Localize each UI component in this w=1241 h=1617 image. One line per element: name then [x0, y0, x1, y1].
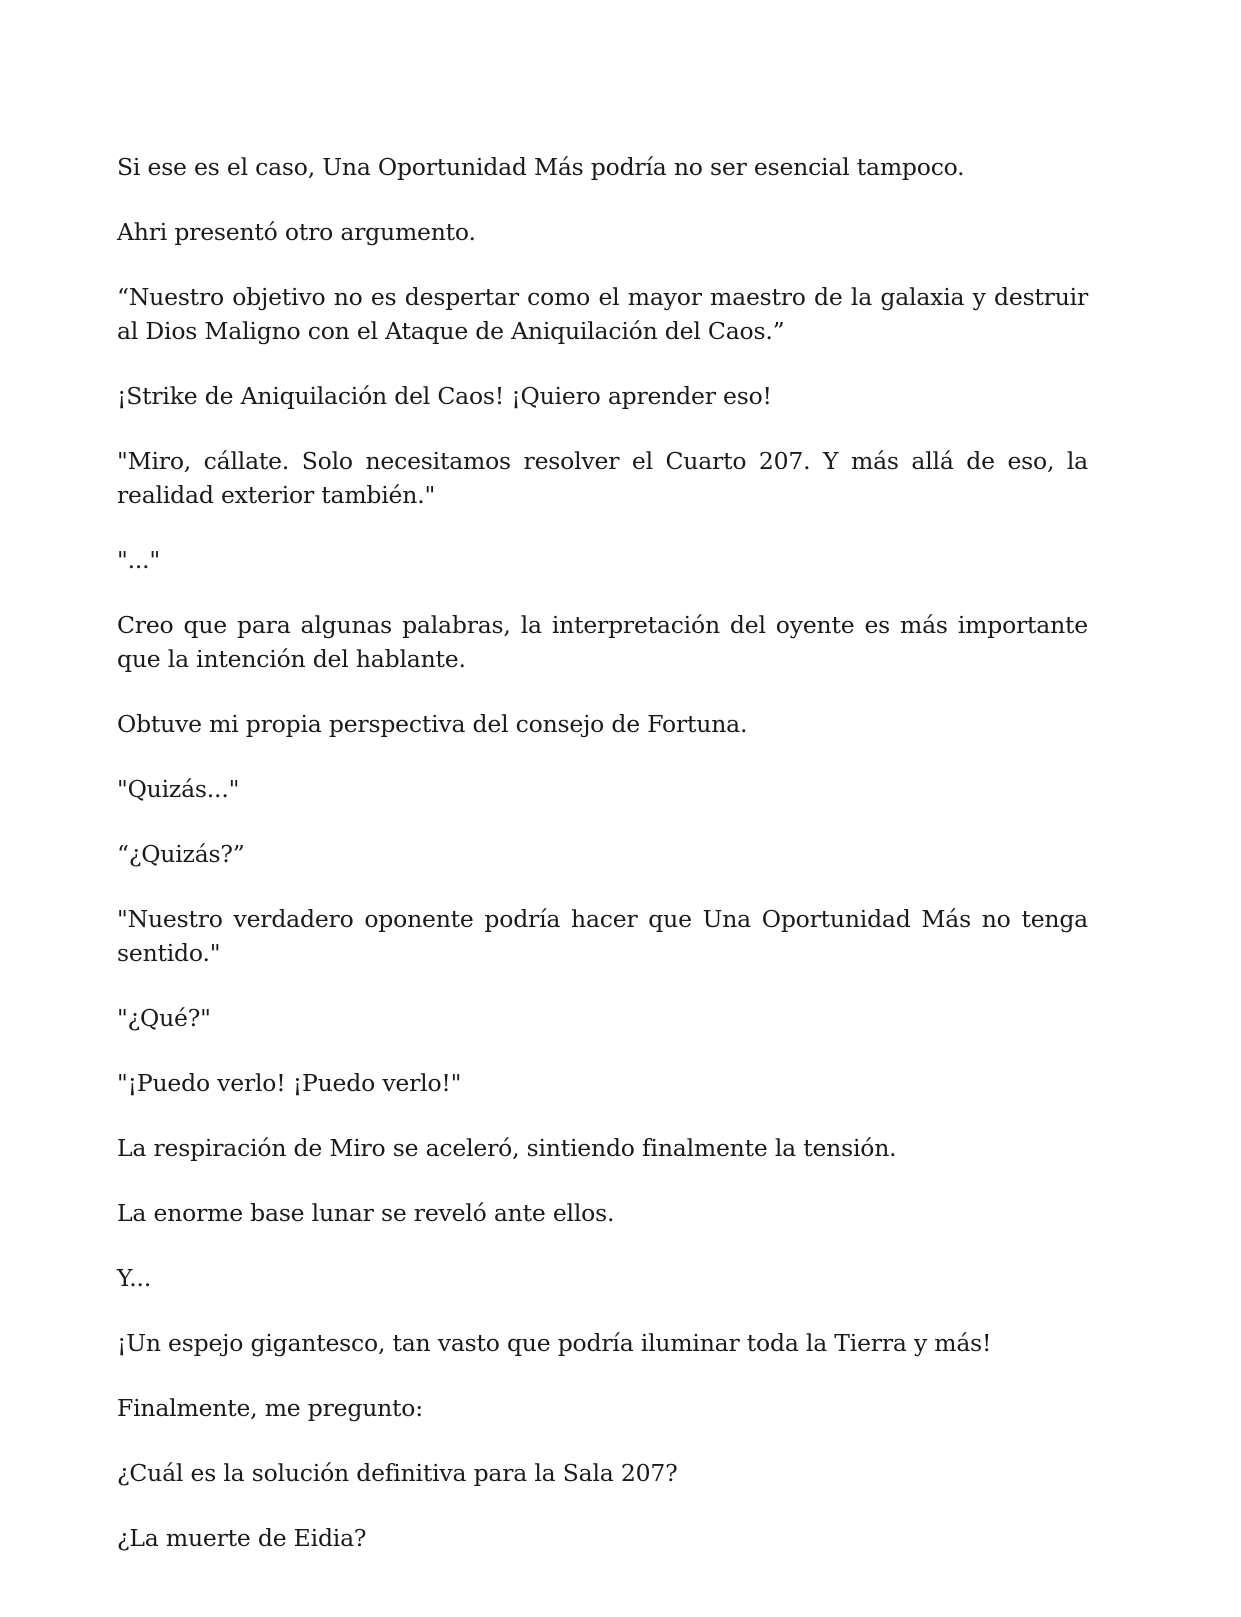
document-body — [117, 150, 1088, 1586]
paragraph: "¡Puedo verlo! ¡Puedo verlo!" — [117, 1069, 462, 1097]
paragraph: Si ese es el caso, Una Oportunidad Más podría no ser esencial tampoco. — [117, 153, 965, 181]
paragraph: "Miro, cállate. Solo necesitamos resolver el Cuarto 207. Y más allá de eso, la realidad exterior también." — [117, 447, 1088, 509]
paragraph: La enorme base lunar se reveló ante ellos. — [117, 1199, 615, 1227]
paragraph: “Nuestro objetivo no es despertar como el mayor maestro de la galaxia y destruir al Dios Maligno con el Ataque de Aniquilación del Caos.” — [117, 283, 1088, 345]
paragraph: ¿La muerte de Eidia? — [117, 1524, 367, 1552]
paragraph: “¿Quizás?” — [117, 840, 245, 868]
paragraph: "¿Qué?" — [117, 1004, 211, 1032]
paragraph: Ahri presentó otro argumento. — [117, 218, 476, 246]
paragraph: "Quizás..." — [117, 775, 240, 803]
paragraph: Obtuve mi propia perspectiva del consejo de Fortuna. — [117, 710, 748, 738]
paragraph: "Nuestro verdadero oponente podría hacer que Una Oportunidad Más no tenga sentido." — [117, 905, 1088, 967]
paragraph: ¡Strike de Aniquilación del Caos! ¡Quiero aprender eso! — [117, 382, 772, 410]
paragraph: La respiración de Miro se aceleró, sintiendo finalmente la tensión. — [117, 1134, 897, 1162]
paragraph: "..." — [117, 546, 161, 574]
paragraph: Finalmente, me pregunto: — [117, 1394, 423, 1422]
paragraph: ¡Un espejo gigantesco, tan vasto que podría iluminar toda la Tierra y más! — [117, 1329, 992, 1357]
paragraph: Creo que para algunas palabras, la interpretación del oyente es más importante que la intención del hablante. — [117, 611, 1088, 673]
paragraph: ¿Cuál es la solución definitiva para la Sala 207? — [117, 1459, 678, 1487]
paragraph: Y... — [117, 1264, 152, 1292]
